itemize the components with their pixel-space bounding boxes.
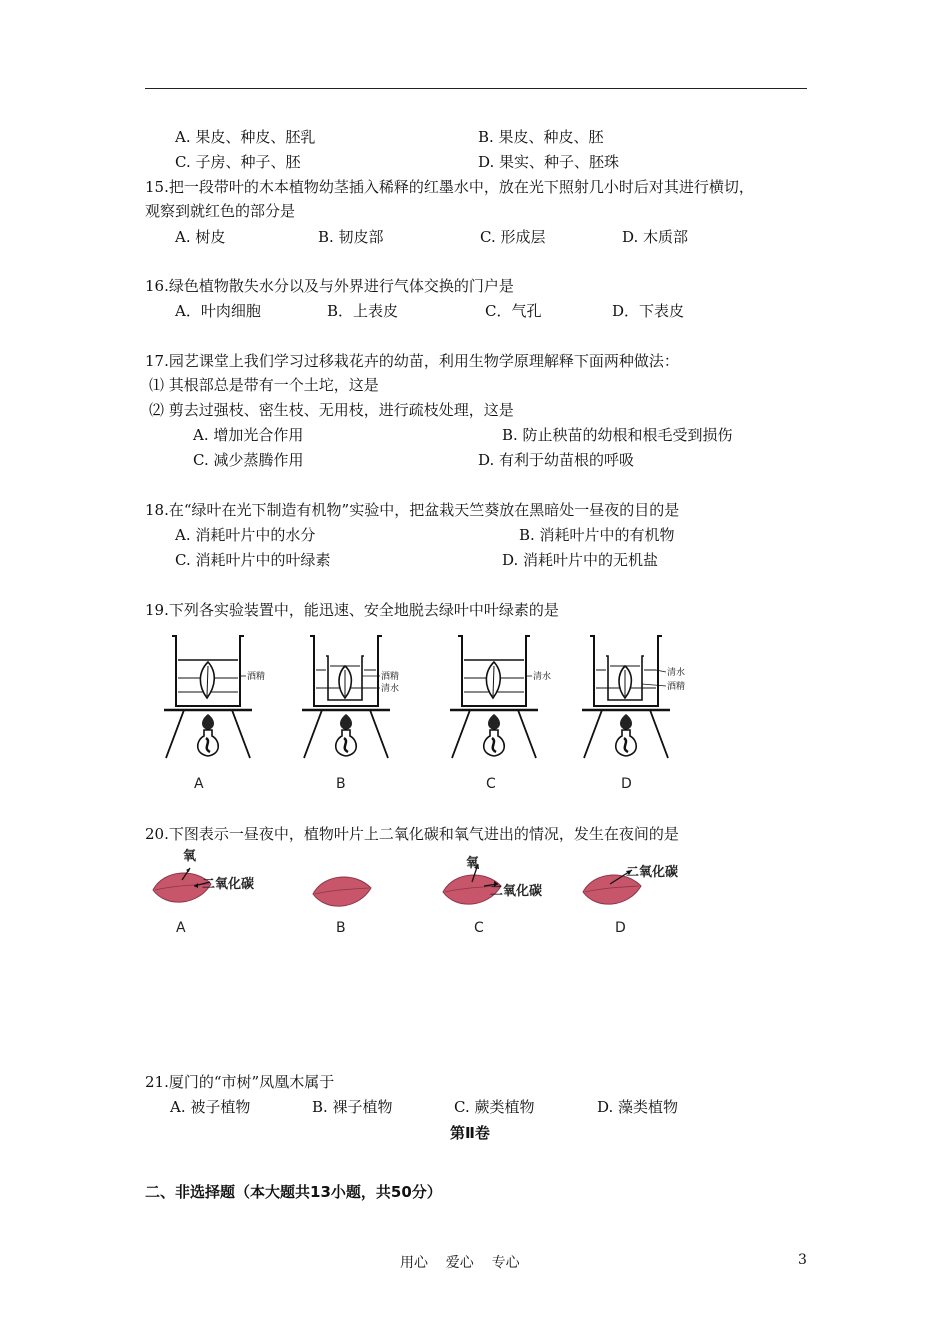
q15-option-a: A. 树皮: [175, 228, 226, 246]
q16-stem: 16.绿色植物散失水分以及与外界进行气体交换的门户是: [145, 277, 514, 295]
leaf-c-co2-label: 二氧化碳: [490, 884, 543, 899]
leaf-c-oxygen-label: 氧: [466, 856, 480, 871]
apparatus-c-label: 清水: [533, 672, 552, 682]
q19-stem: 19.下列各实验装置中，能迅速、安全地脱去绿叶中叶绿素的是: [145, 601, 559, 619]
q16-option-a: A．叶肉细胞: [175, 302, 261, 320]
q21-option-d: D. 藻类植物: [597, 1098, 679, 1116]
apparatus-a-letter: A: [194, 776, 204, 792]
q15-option-b: B. 韧皮部: [318, 228, 384, 246]
page-number: 3: [798, 1252, 807, 1268]
leaf-b-letter: B: [336, 920, 346, 936]
q17-part2: ⑵ 剪去过强枝、密生枝、无用枝，进行疏枝处理，这是: [149, 401, 514, 419]
apparatus-b-outer-label: 清水: [381, 684, 400, 694]
apparatus-b-inner-label: 酒精: [381, 672, 400, 682]
q21-option-b: B. 裸子植物: [312, 1098, 393, 1116]
q14-option-c: C. 子房、种子、胚: [175, 153, 301, 171]
q21-option-a: A. 被子植物: [170, 1098, 251, 1116]
q16-option-b: B．上表皮: [327, 302, 399, 320]
apparatus-c-figure: [446, 630, 556, 760]
q15-option-d: D. 木质部: [622, 228, 689, 246]
apparatus-d-inner-label: 酒精: [667, 682, 686, 692]
leaf-a-co2-label: 二氧化碳: [202, 877, 255, 892]
section-title: 第Ⅱ卷: [450, 1124, 490, 1142]
apparatus-d-letter: D: [621, 776, 632, 792]
q17-stem: 17.园艺课堂上我们学习过移栽花卉的幼苗，利用生物学原理解释下面两种做法：: [145, 352, 679, 370]
q15-stem-line1: 15.把一段带叶的木本植物幼茎插入稀释的红墨水中，放在光下照射几小时后对其进行横切，: [145, 178, 754, 196]
q14-option-b: B. 果皮、种皮、胚: [478, 128, 604, 146]
leaf-b-figure: [310, 870, 374, 914]
q17-option-c: C. 减少蒸腾作用: [193, 451, 304, 469]
q17-part1: ⑴ 其根部总是带有一个土坨，这是: [149, 376, 379, 394]
apparatus-d-outer-label: 清水: [667, 668, 686, 678]
part2-heading: 二、非选择题（本大题共13小题，共50分）: [145, 1183, 442, 1201]
q17-option-d: D. 有利于幼苗根的呼吸: [478, 451, 635, 469]
apparatus-b-figure: [298, 630, 408, 760]
q21-option-c: C. 蕨类植物: [454, 1098, 535, 1116]
q18-option-a: A. 消耗叶片中的水分: [175, 526, 316, 544]
q18-option-b: B. 消耗叶片中的有机物: [519, 526, 675, 544]
header-rule: [145, 88, 807, 89]
q14-option-a: A. 果皮、种皮、胚乳: [175, 128, 316, 146]
q18-stem: 18.在“绿叶在光下制造有机物”实验中，把盆栽天竺葵放在黑暗处一昼夜的目的是: [145, 501, 680, 519]
q17-option-b: B. 防止秧苗的幼根和根毛受到损伤: [502, 426, 733, 444]
apparatus-a-figure: [160, 630, 270, 760]
apparatus-a-label: 酒精: [247, 672, 266, 682]
apparatus-b-letter: B: [336, 776, 346, 792]
leaf-a-letter: A: [176, 920, 186, 936]
q14-option-d: D. 果实、种子、胚珠: [478, 153, 620, 171]
q16-option-c: C．气孔: [485, 302, 542, 320]
q21-stem: 21.厦门的“市树”凤凰木属于: [145, 1073, 335, 1091]
leaf-a-oxygen-label: 氧: [183, 849, 197, 864]
leaf-c-letter: C: [474, 920, 484, 936]
leaf-d-letter: D: [615, 920, 626, 936]
leaf-d-co2-label: 二氧化碳: [626, 865, 679, 880]
q17-option-a: A. 增加光合作用: [193, 426, 304, 444]
apparatus-c-letter: C: [486, 776, 496, 792]
footer-motto: 用心 爱心 专心: [400, 1255, 520, 1271]
q20-stem: 20.下图表示一昼夜中，植物叶片上二氧化碳和氧气进出的情况，发生在夜间的是: [145, 825, 679, 843]
q15-option-c: C. 形成层: [480, 228, 546, 246]
q18-option-d: D. 消耗叶片中的无机盐: [502, 551, 659, 569]
apparatus-d-figure: [578, 630, 688, 760]
q16-option-d: D．下表皮: [612, 302, 685, 320]
q15-stem-line2: 观察到就红色的部分是: [145, 202, 296, 220]
q18-option-c: C. 消耗叶片中的叶绿素: [175, 551, 331, 569]
